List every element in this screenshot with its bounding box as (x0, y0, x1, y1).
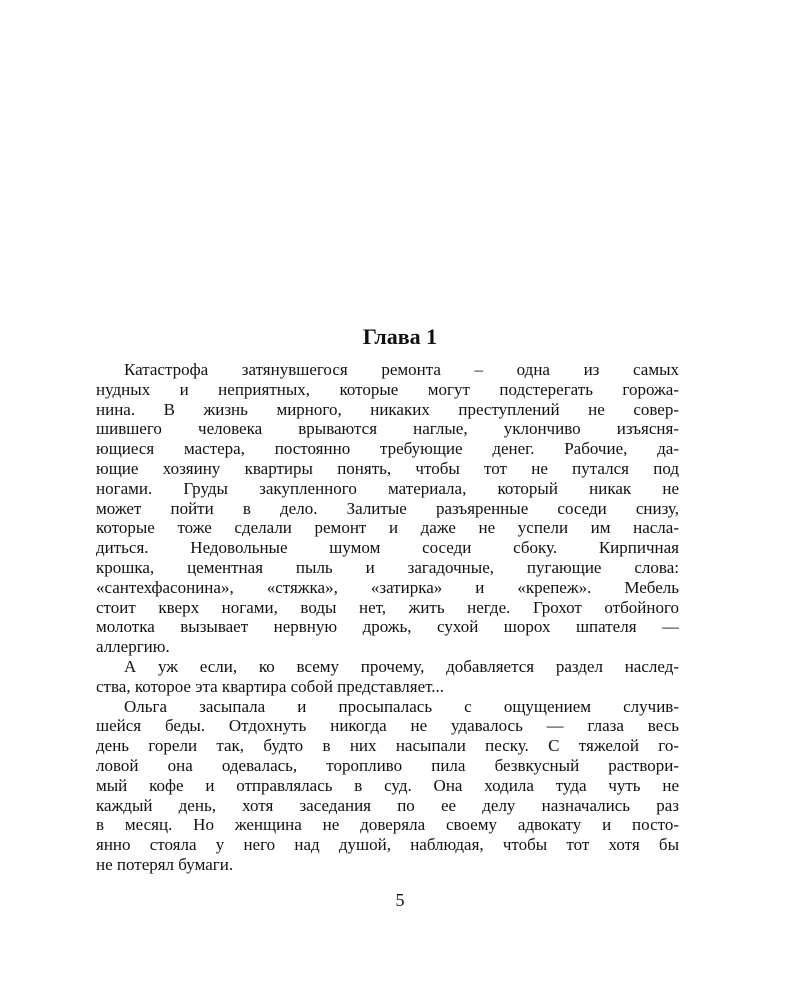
text-line: крошка, цементная пыль и загадочные, пугающие слова: (96, 557, 679, 577)
text-line: ющиеся мастера, постоянно требующие денег. Рабочие, да- (96, 439, 679, 459)
text-line: Ольга засыпала и просыпалась с ощущением случив- (124, 696, 679, 716)
text-line: «сантехфасонина», «стяжка», «затирка» и «крепеж». Мебель (96, 577, 679, 597)
text-line: в месяц. Но женщина не доверяла своему адвокату и посто- (96, 815, 679, 835)
page-number: 5 (395, 890, 405, 910)
text-line: каждый день, хотя заседания по ее делу назначались раз (96, 795, 679, 815)
text-line: шейся беды. Отдохнуть никогда не удавалось — глаза весь (96, 716, 679, 736)
text-line: может пойти в дело. Залитые разъяренные соседи снизу, (96, 498, 679, 518)
text-line: А уж если, ко всему прочему, добавляется раздел наслед- (124, 656, 679, 676)
text-line: ногами. Груды закупленного материала, который никак не (96, 478, 679, 498)
text-line: которые тоже сделали ремонт и даже не успели им насла- (96, 518, 679, 538)
text-line: мый кофе и отправлялась в суд. Она ходила туда чуть не (96, 775, 679, 795)
text-line: ловой она одевалась, торопливо пила безвкусный раствори- (96, 755, 679, 775)
text-line: молотка вызывает нервную дрожь, сухой шорох шпателя — (96, 617, 679, 637)
text-line: диться. Недовольные шумом соседи сбоку. Кирпичная (96, 538, 679, 558)
text-line: Катастрофа затянувшегося ремонта – одна из самых (124, 360, 679, 379)
text-line: нина. В жизнь мирного, никаких преступлений не совер- (96, 399, 679, 419)
text-line: нудных и неприятных, которые могут подстерегать горожа- (96, 379, 679, 399)
text-line: ства, которое эта квартира собой представляет... (96, 676, 445, 696)
text-line: янно стояла у него над душой, наблюдая, чтобы тот хотя бы (96, 835, 679, 855)
chapter-title: Глава 1 (362, 324, 438, 349)
text-line: шившего человека врываются наглые, уклончиво изъясня- (96, 419, 679, 439)
text-line: ющие хозяину квартиры понять, чтобы тот не путался под (96, 458, 679, 478)
text-line: аллергию. (96, 637, 170, 657)
text-line: не потерял бумаги. (96, 854, 234, 874)
text-line: день горели так, будто в них насыпали песку. С тяжелой го- (96, 736, 679, 756)
chapter-text (96, 360, 679, 875)
text-line: стоит кверх ногами, воды нет, жить негде. Грохот отбойного (96, 597, 679, 617)
